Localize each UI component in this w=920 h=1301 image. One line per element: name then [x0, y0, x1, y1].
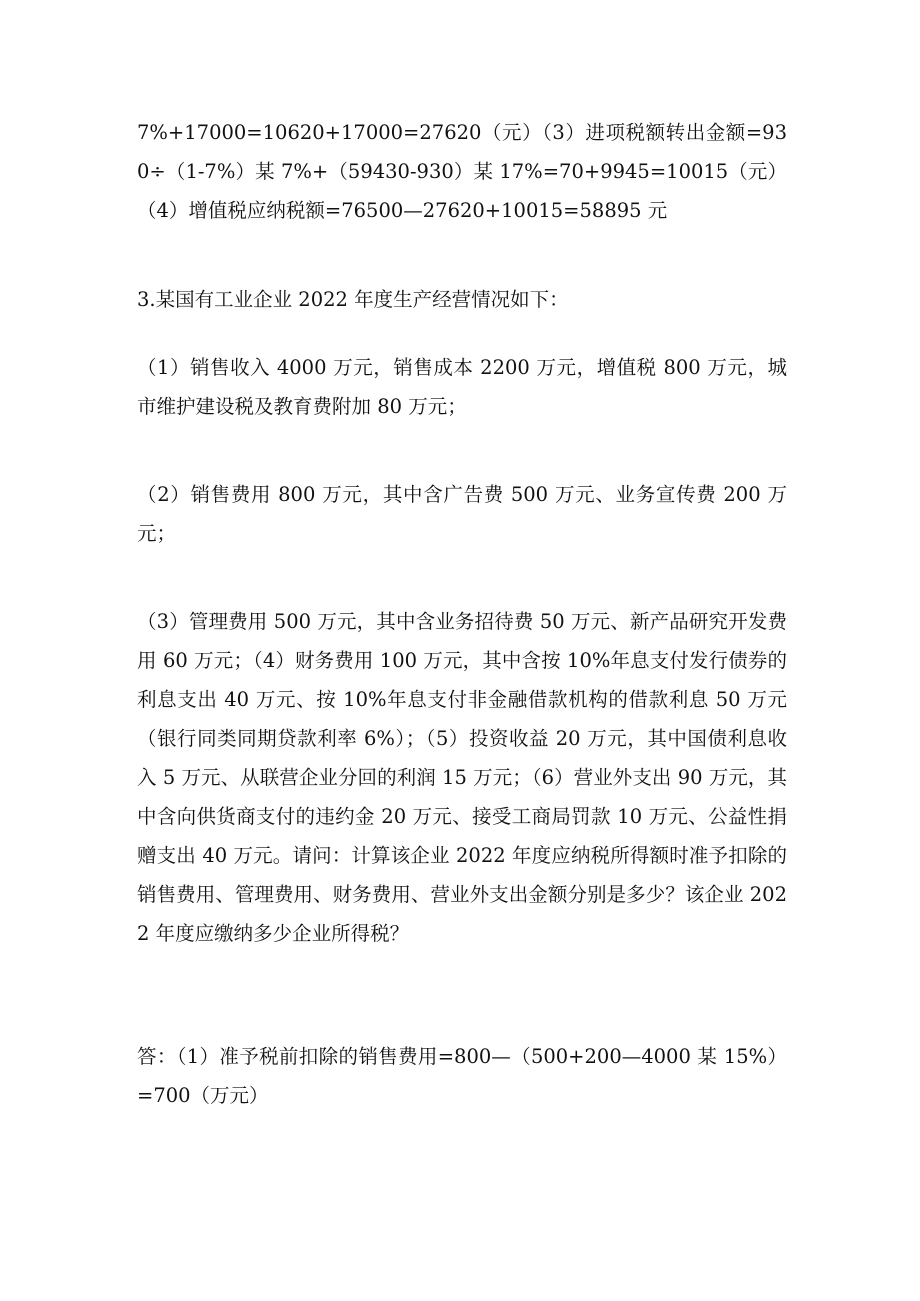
paragraph-answer-1: 答：（1）准予税前扣除的销售费用=800—（500+200—4000 某 15%）=700（万元）: [137, 1045, 787, 1107]
paragraph-vat-calculation: 7%+17000=10620+17000=27620（元）（3）进项税额转出金额=930÷（1-7%）某 7%+（59430-930）某 17%=70+9945=10015（元）（4）增值税应纳税额=76500—27620+10015=58895 元: [137, 121, 787, 222]
paragraph-question-3-heading: 3.某国有工业企业 2022 年度生产经营情况如下：: [137, 288, 569, 311]
paragraph-item-2-selling-expenses: （2）销售费用 800 万元，其中含广告费 500 万元、业务宣传费 200 万元；: [137, 483, 787, 545]
paragraph-item-1-sales: （1）销售收入 4000 万元，销售成本 2200 万元，增值税 800 万元，城市维护建设税及教育费附加 80 万元；: [137, 356, 787, 418]
paragraph-items-3-to-6-and-question: （3）管理费用 500 万元，其中含业务招待费 50 万元、新产品研究开发费用 60 万元；（4）财务费用 100 万元，其中含按 10%年息支付发行债券的利息支出 40 万元、按 10%年息支付非金融借款机构的借款利息 50 万元（银行同类同期贷款利率 6%）；（5）投资收益 20 万元，其中国债利息收入 5 万元、从联营企业分回的利润 15 万元；（6）营业外支出 90 万元，其中含向供货商支付的违约金 20 万元、接受工商局罚款 10 万元、公益性捐赠支出 40 万元。请问：计算该企业 2022 年度应纳税所得额时准予扣除的销售费用、管理费用、财务费用、营业外支出金额分别是多少？该企业 2022 年度应缴纳多少企业所得税？: [137, 610, 787, 945]
